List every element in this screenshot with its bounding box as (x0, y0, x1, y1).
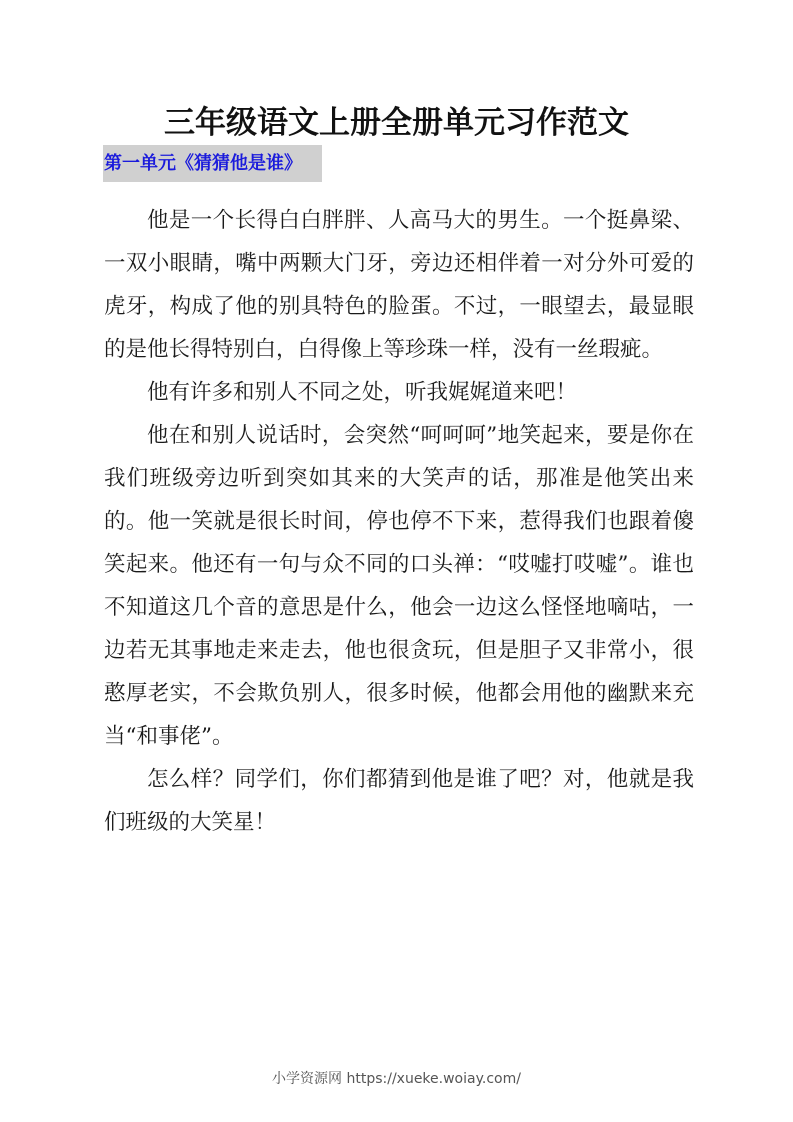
paragraph: 他在和别人说话时，会突然“呵呵呵”地笑起来，要是你在我们班级旁边听到突如其来的大笑声的话，那准是他笑出来的。他一笑就是很长时间，停也停不下来，惹得我们也跟着傻笑起来。他还有一句与众不同的口头禅：“哎嘘打哎嘘”。谁也不知道这几个音的意思是什么，他会一边这么怪怪地嘀咕，一边若无其事地走来走去，他也很贪玩，但是胆子又非常小，很憨厚老实，不会欺负别人，很多时候，他都会用他的幽默来充当“和事佬”。 (104, 423, 694, 749)
paragraph: 怎么样？同学们，你们都猜到他是谁了吧？对，他就是我们班级的大笑星！ (104, 767, 694, 835)
paragraph: 他有许多和别人不同之处，听我娓娓道来吧！ (147, 380, 578, 405)
paragraph: 他是一个长得白白胖胖、人高马大的男生。一个挺鼻梁、一双小眼睛，嘴中两颗大门牙，旁边还相伴着一对分外可爱的虎牙，构成了他的别具特色的脸蛋。不过，一眼望去，最显眼的是他长得特别白，白得像上等珍珠一样，没有一丝瑕疵。 (104, 208, 694, 362)
document-title: 三年级语文上册全册单元习作范文 (164, 104, 629, 141)
section-heading: 第一单元《猜猜他是谁》 (103, 145, 322, 182)
footer-source-link: 小学资源网 https://xueke.woiay.com/ (272, 1071, 521, 1087)
essay-body (104, 199, 694, 844)
